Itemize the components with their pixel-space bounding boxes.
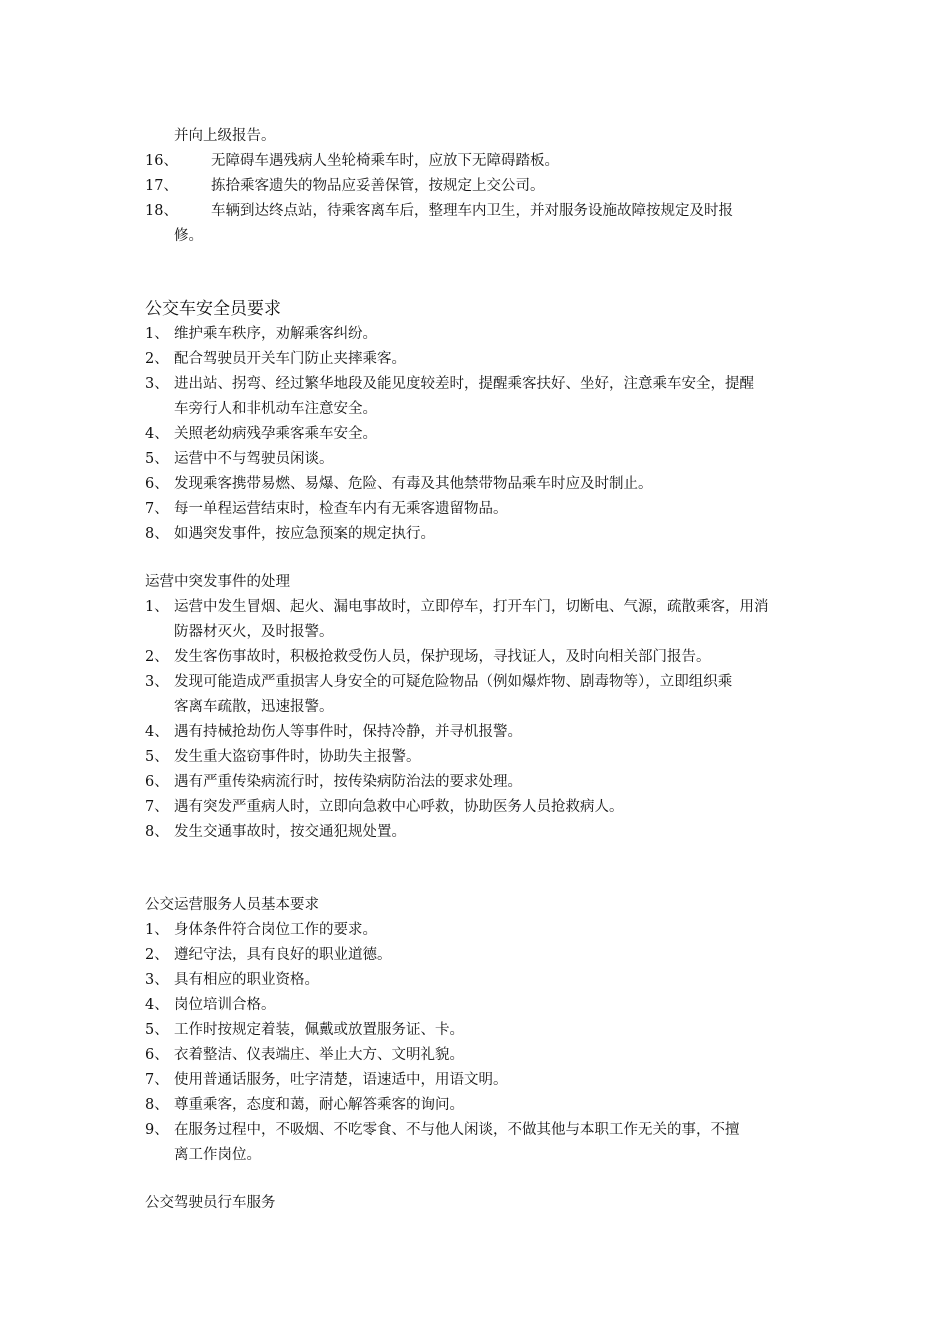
section-title-driver: 公交驾驶员行车服务 [145, 1195, 276, 1211]
list-item [145, 447, 810, 472]
item-text: 如遇突发事件，按应急预案的规定执行。 [174, 526, 435, 542]
item-number: 4、 [145, 997, 169, 1013]
item-text: 车辆到达终点站，待乘客离车后，整理车内卫生，并对服务设施故障按规定及时报 [211, 203, 733, 219]
list-item [145, 1068, 810, 1093]
item-continuation: 修。 [174, 228, 203, 244]
item-number: 9、 [145, 1122, 169, 1138]
list-item [145, 422, 810, 447]
item-text: 岗位培训合格。 [174, 997, 276, 1013]
item-number: 1、 [145, 326, 169, 342]
list-item [145, 199, 810, 224]
item-number: 1、 [145, 599, 169, 615]
list-item [145, 670, 810, 695]
item-text: 身体条件符合岗位工作的要求。 [174, 922, 377, 938]
item-number: 2、 [145, 649, 169, 665]
item-continuation: 离工作岗位。 [174, 1147, 261, 1163]
section-title-basic: 公交运营服务人员基本要求 [145, 897, 319, 913]
item-text: 运营中不与驾驶员闲谈。 [174, 451, 334, 467]
list-item [145, 1018, 810, 1043]
list-item [145, 645, 810, 670]
item-number: 4、 [145, 426, 169, 442]
list-item [145, 347, 810, 372]
list-item [145, 770, 810, 795]
item-text: 配合驾驶员开关车门防止夹摔乘客。 [174, 351, 406, 367]
item-text: 发生客伤事故时，积极抢救受伤人员，保护现场，寻找证人，及时向相关部门报告。 [174, 649, 711, 665]
item-number: 5、 [145, 451, 169, 467]
item-number: 3、 [145, 376, 169, 392]
item-continuation: 车旁行人和非机动车注意安全。 [174, 401, 377, 417]
section-title-emergency: 运营中突发事件的处理 [145, 574, 290, 590]
item-text: 发生重大盗窃事件时，协助失主报警。 [174, 749, 421, 765]
item-number: 8、 [145, 1097, 169, 1113]
item-continuation: 防器材灭火，及时报警。 [174, 624, 334, 640]
list-item [145, 472, 810, 497]
list-item [145, 595, 810, 620]
item-continuation: 客离车疏散，迅速报警。 [174, 699, 334, 715]
spacer [145, 547, 810, 570]
item-number: 6、 [145, 476, 169, 492]
basic-list [145, 918, 810, 1168]
item-text: 使用普通话服务，吐字清楚，语速适中，用语文明。 [174, 1072, 508, 1088]
item-number: 7、 [145, 501, 169, 517]
spacer [145, 1168, 810, 1191]
item-number: 18、 [145, 203, 178, 219]
list-item [145, 174, 810, 199]
emergency-list [145, 595, 810, 845]
item-number: 6、 [145, 774, 169, 790]
item-number: 7、 [145, 799, 169, 815]
item-text: 遇有严重传染病流行时，按传染病防治法的要求处理。 [174, 774, 522, 790]
item-text: 无障碍车遇残病人坐轮椅乘车时，应放下无障碍踏板。 [211, 153, 559, 169]
list-item [145, 1118, 810, 1143]
list-item [145, 745, 810, 770]
item-text: 关照老幼病残孕乘客乘车安全。 [174, 426, 377, 442]
item-text: 尊重乘客，态度和蔼，耐心解答乘客的询问。 [174, 1097, 464, 1113]
item-number: 2、 [145, 351, 169, 367]
item-number: 17、 [145, 178, 178, 194]
list-item [145, 497, 810, 522]
item-text: 每一单程运营结束时，检查车内有无乘客遗留物品。 [174, 501, 508, 517]
list-item [145, 149, 810, 174]
item-number: 8、 [145, 824, 169, 840]
item-text: 衣着整洁、仪表端庄、举止大方、文明礼貌。 [174, 1047, 464, 1063]
item-text: 发现可能造成严重损害人身安全的可疑危险物品（例如爆炸物、剧毒物等），立即组织乘 [174, 674, 733, 690]
item-number: 1、 [145, 922, 169, 938]
list-item [145, 820, 810, 845]
item-number: 8、 [145, 526, 169, 542]
item-number: 5、 [145, 749, 169, 765]
item-number: 16、 [145, 153, 178, 169]
item-text: 在服务过程中，不吸烟、不吃零食、不与他人闲谈，不做其他与本职工作无关的事，不擅 [174, 1122, 740, 1138]
item-text: 遇有持械抢劫伤人等事件时，保持冷静，并寻机报警。 [174, 724, 522, 740]
list-item [145, 720, 810, 745]
item-number: 4、 [145, 724, 169, 740]
item-text: 维护乘车秩序，劝解乘客纠纷。 [174, 326, 377, 342]
item-text: 拣拾乘客遗失的物品应妥善保管，按规定上交公司。 [211, 178, 545, 194]
safety-list [145, 322, 810, 547]
item-text: 进出站、拐弯、经过繁华地段及能见度较差时，提醒乘客扶好、坐好，注意乘车安全，提醒 [174, 376, 754, 392]
list-item [145, 522, 810, 547]
item-text: 遇有突发严重病人时，立即向急救中心呼救，协助医务人员抢救病人。 [174, 799, 624, 815]
list-item [145, 918, 810, 943]
document-page [145, 124, 810, 1216]
item-number: 5、 [145, 1022, 169, 1038]
list-item [145, 795, 810, 820]
list-item [145, 372, 810, 397]
list-item [145, 968, 810, 993]
top-list [145, 149, 810, 249]
list-item [145, 993, 810, 1018]
item-text: 发现乘客携带易燃、易爆、危险、有毒及其他禁带物品乘车时应及时制止。 [174, 476, 653, 492]
section-title-safety: 公交车安全员要求 [145, 299, 281, 319]
item-number: 7、 [145, 1072, 169, 1088]
list-item [145, 943, 810, 968]
item-number: 3、 [145, 674, 169, 690]
item-number: 6、 [145, 1047, 169, 1063]
item-number: 3、 [145, 972, 169, 988]
list-item [145, 1093, 810, 1118]
carry-over-line: 并向上级报告。 [174, 128, 276, 144]
item-text: 工作时按规定着装，佩戴或放置服务证、卡。 [174, 1022, 464, 1038]
spacer [145, 845, 810, 893]
list-item [145, 322, 810, 347]
item-number: 2、 [145, 947, 169, 963]
item-text: 发生交通事故时，按交通犯规处置。 [174, 824, 406, 840]
item-text: 具有相应的职业资格。 [174, 972, 319, 988]
item-text: 运营中发生冒烟、起火、漏电事故时，立即停车，打开车门，切断电、气源，疏散乘客，用消 [174, 599, 769, 615]
list-item [145, 1043, 810, 1068]
item-text: 遵纪守法，具有良好的职业道德。 [174, 947, 392, 963]
